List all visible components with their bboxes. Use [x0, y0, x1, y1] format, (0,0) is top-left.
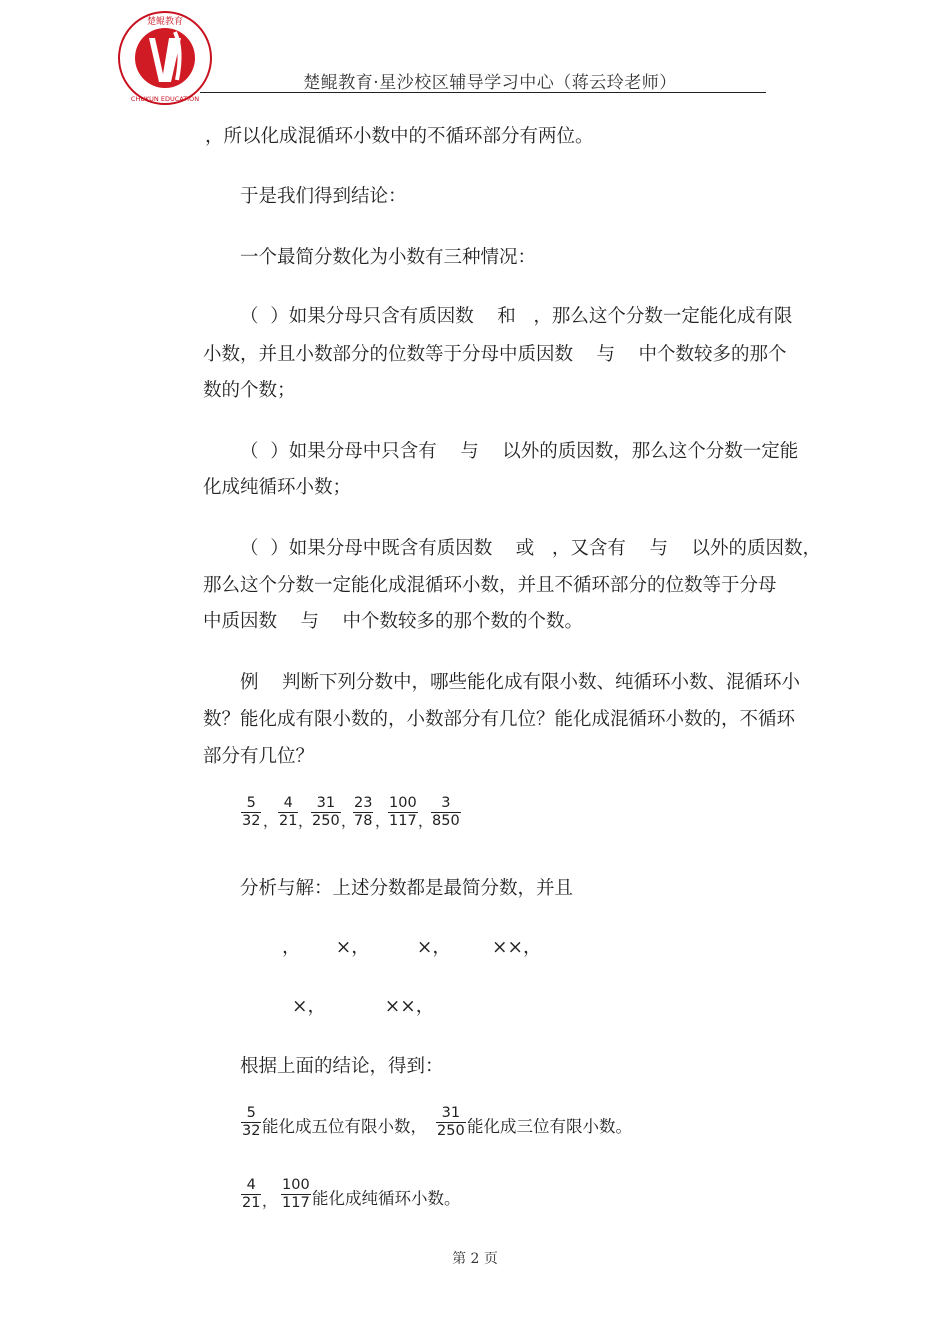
body-line-10: 那么这个分数一定能化成混循环小数，并且不循环部分的位数等于分母	[203, 575, 777, 596]
body-line-5: 小数，并且小数部分的位数等于分母中质因数 与 中个数较多的那个	[203, 344, 787, 365]
fraction-numerator: 100	[282, 1177, 310, 1193]
svg-text:楚鲲教育: 楚鲲教育	[146, 17, 184, 27]
conclusion-text: 能化成纯循环小数。	[312, 1189, 461, 1208]
fraction-numerator: 31	[441, 1105, 461, 1121]
fraction-numerator: 23	[354, 795, 373, 811]
fraction-denominator: 250	[312, 813, 340, 829]
fraction-denominator: 117	[282, 1195, 310, 1211]
example-fraction	[388, 795, 418, 830]
separator: ，	[375, 812, 391, 830]
body-line-13: 数？能化成有限小数的，小数部分有几位？能化成混循环小数的，不循环	[203, 709, 796, 730]
body-line-12: 例 判断下列分数中，哪些能化成有限小数、纯循环小数、混循环小	[240, 672, 801, 693]
example-fraction	[311, 795, 341, 830]
body-line-11: 中质因数 与 中个数较多的那个数的个数。	[203, 611, 584, 632]
page-number: 第 2 页	[452, 1251, 498, 1267]
separator: ，	[341, 812, 357, 830]
body-line-9: （ ）如果分母中既含有质因数 或 ，又含有 与 以外的质因数，	[240, 538, 821, 559]
header-divider	[200, 92, 766, 93]
body-line-6: 数的个数；	[203, 380, 296, 401]
fraction-numerator: 3	[441, 795, 451, 811]
body-line-3: 一个最简分数化为小数有三种情况：	[240, 247, 537, 268]
body-line-8: 化成纯循环小数；	[203, 477, 352, 498]
conclusion-text: 能化成五位有限小数，	[262, 1117, 427, 1136]
conclusion-fraction	[281, 1177, 311, 1212]
separator: ，	[262, 1192, 278, 1210]
fraction-numerator: 5	[246, 795, 256, 811]
body-line-16: ， ×， ×， ××，	[282, 937, 542, 958]
conclusion-text: 能化成三位有限小数。	[467, 1117, 632, 1136]
example-fraction	[241, 795, 261, 830]
fraction-denominator: 21	[242, 1195, 261, 1211]
fraction-denominator: 850	[432, 813, 460, 829]
body-line-18: 根据上面的结论，得到：	[240, 1056, 444, 1077]
conclusion-fraction	[436, 1105, 466, 1140]
fraction-denominator: 32	[242, 813, 261, 829]
body-line-7: （ ）如果分母中只含有 与 以外的质因数，那么这个分数一定能	[240, 441, 799, 462]
example-fraction	[278, 795, 298, 830]
body-line-14: 部分有几位？	[203, 746, 315, 767]
separator: ，	[298, 812, 314, 830]
body-line-17: ×， ××，	[292, 996, 435, 1017]
fraction-denominator: 78	[354, 813, 373, 829]
fraction-numerator: 5	[246, 1105, 256, 1121]
header-title: 楚鲲教育·星沙校区辅导学习中心（蒋云玲老师）	[303, 73, 677, 93]
separator: ，	[418, 812, 434, 830]
fraction-denominator: 21	[279, 813, 298, 829]
body-line-2: 于是我们得到结论：	[240, 186, 407, 207]
fraction-denominator: 32	[242, 1123, 261, 1139]
body-line-15: 分析与解：上述分数都是最简分数，并且	[240, 878, 574, 899]
fraction-numerator: 4	[283, 795, 293, 811]
example-fraction	[353, 795, 373, 830]
body-line-4: （ ）如果分母只含有质因数 和 ，那么这个分数一定能化成有限	[240, 306, 793, 327]
fraction-numerator: 31	[316, 795, 336, 811]
fraction-numerator: 100	[389, 795, 417, 811]
chukun-education-logo	[117, 10, 213, 106]
svg-text:CHUKUN EDUCATION: CHUKUN EDUCATION	[130, 95, 200, 103]
fraction-denominator: 250	[437, 1123, 465, 1139]
separator: ，	[263, 812, 279, 830]
body-line-1: ，所以化成混循环小数中的不循环部分有两位。	[205, 126, 594, 147]
conclusion-fraction	[241, 1177, 261, 1212]
example-fraction	[431, 795, 461, 830]
fraction-numerator: 4	[246, 1177, 256, 1193]
conclusion-fraction	[241, 1105, 261, 1140]
fraction-denominator: 117	[389, 813, 417, 829]
